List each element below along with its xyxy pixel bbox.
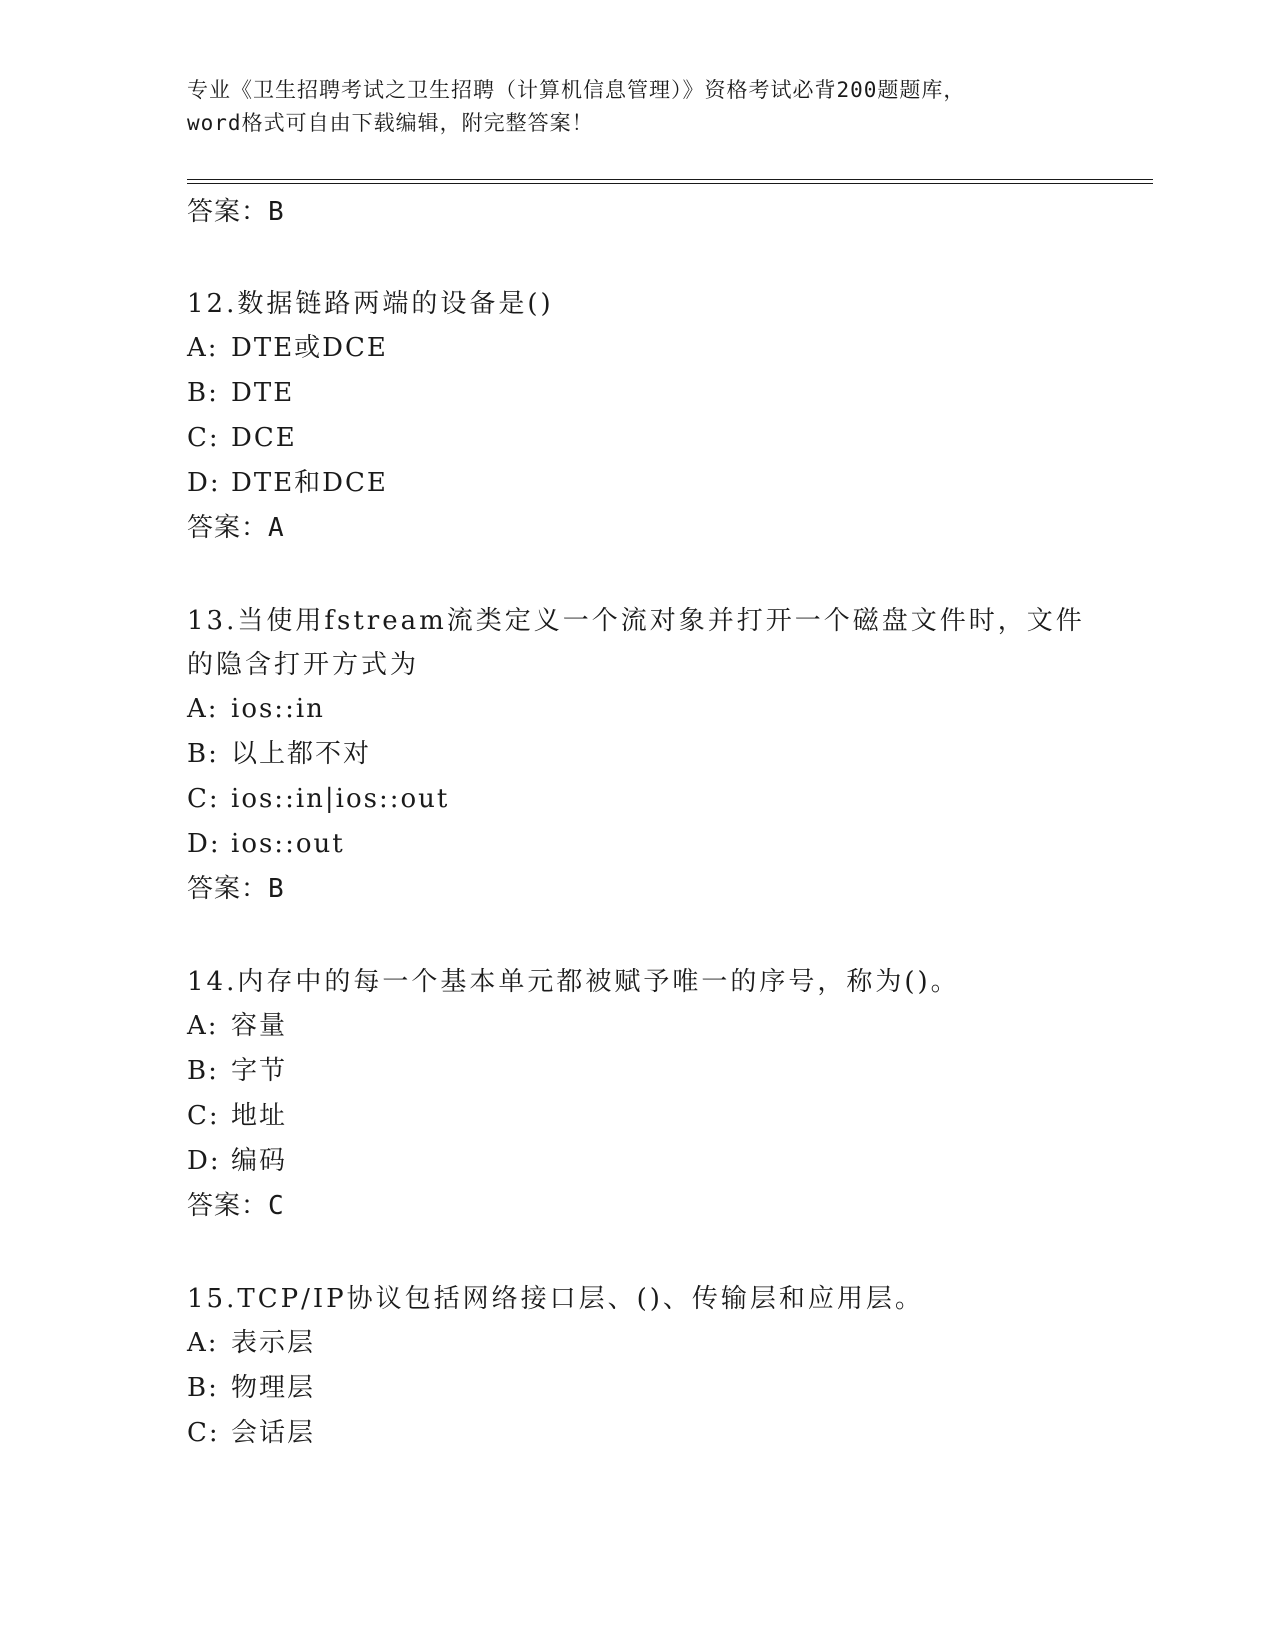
- answer-prefix: 答案：: [187, 874, 269, 904]
- question-stem-line: 12.数据链路两端的设备是(): [187, 289, 554, 319]
- header-line-2: word格式可自由下载编辑，附完整答案！: [187, 111, 594, 135]
- option-a: [187, 1004, 1087, 1049]
- answer-line: [187, 190, 1087, 234]
- option-letter: B:: [187, 739, 219, 769]
- option-c: [187, 1094, 1087, 1139]
- header-divider-top: [187, 179, 1153, 180]
- header-divider-bottom: [187, 183, 1153, 184]
- option-text: DTE: [231, 378, 295, 408]
- option-text: 以上都不对: [231, 739, 372, 769]
- option-letter: C:: [187, 784, 220, 814]
- option-text: ios::in: [231, 694, 325, 724]
- option-text: 编码: [231, 1146, 288, 1176]
- question-stem-line: 13.当使用fstream流类定义一个流对象并打开一个磁盘文件时，文件: [187, 606, 1085, 636]
- header-line-1: 专业《卫生招聘考试之卫生招聘（计算机信息管理）》资格考试必背200题题库，: [187, 78, 966, 102]
- option-letter: C:: [187, 423, 220, 453]
- option-b: [187, 371, 1087, 416]
- option-d: [187, 461, 1087, 506]
- option-b: [187, 732, 1087, 777]
- option-letter: D:: [187, 829, 221, 859]
- option-text: DCE: [231, 423, 297, 453]
- option-a: [187, 1321, 1087, 1366]
- option-text: 字节: [231, 1056, 288, 1086]
- question-block: [187, 599, 1087, 912]
- option-letter: B:: [187, 1373, 219, 1403]
- option-text: 会话层: [231, 1418, 316, 1448]
- option-c: [187, 1411, 1087, 1456]
- answer-value: B: [268, 874, 285, 904]
- option-text: ios::in|ios::out: [231, 784, 450, 814]
- question-stem: [187, 282, 1087, 326]
- answer-prefix: 答案：: [187, 513, 269, 543]
- option-text: 表示层: [231, 1328, 316, 1358]
- option-letter: C:: [187, 1418, 220, 1448]
- answer-value: B: [268, 197, 285, 227]
- option-b: [187, 1366, 1087, 1411]
- question-list: [187, 190, 1087, 1456]
- answer-line: [187, 506, 1087, 551]
- option-letter: C:: [187, 1101, 220, 1131]
- option-letter: A:: [187, 1011, 219, 1041]
- question-block: [187, 282, 1087, 551]
- question-stem-line: 14.内存中的每一个基本单元都被赋予唯一的序号，称为()。: [187, 967, 960, 997]
- option-letter: B:: [187, 1056, 219, 1086]
- question-block: [187, 960, 1087, 1229]
- option-text: DTE和DCE: [231, 468, 388, 498]
- option-text: DTE或DCE: [231, 333, 388, 363]
- option-letter: A:: [187, 333, 219, 363]
- document-header: [187, 74, 1077, 140]
- option-a: [187, 687, 1087, 732]
- question-stem-line: 的隐含打开方式为: [187, 650, 420, 680]
- option-d: [187, 822, 1087, 867]
- answer-line: [187, 867, 1087, 912]
- option-text: ios::out: [231, 829, 345, 859]
- question-stem-line: 15.TCP/IP协议包括网络接口层、()、传输层和应用层。: [187, 1284, 924, 1314]
- question-block: [187, 1277, 1087, 1456]
- option-text: 容量: [231, 1011, 288, 1041]
- answer-prefix: 答案：: [187, 197, 269, 227]
- answer-value: C: [268, 1191, 285, 1221]
- question-stem: [187, 960, 1087, 1004]
- option-text: 物理层: [231, 1373, 316, 1403]
- option-c: [187, 777, 1087, 822]
- option-letter: D:: [187, 468, 221, 498]
- option-letter: B:: [187, 378, 219, 408]
- option-d: [187, 1139, 1087, 1184]
- question-stem: [187, 1277, 1087, 1321]
- option-letter: A:: [187, 694, 219, 724]
- option-text: 地址: [231, 1101, 288, 1131]
- option-letter: D:: [187, 1146, 221, 1176]
- option-b: [187, 1049, 1087, 1094]
- question-stem: [187, 599, 1087, 687]
- option-c: [187, 416, 1087, 461]
- answer-prefix: 答案：: [187, 1191, 269, 1221]
- option-letter: A:: [187, 1328, 219, 1358]
- option-a: [187, 326, 1087, 371]
- answer-value: A: [268, 513, 285, 543]
- answer-line: [187, 1184, 1087, 1229]
